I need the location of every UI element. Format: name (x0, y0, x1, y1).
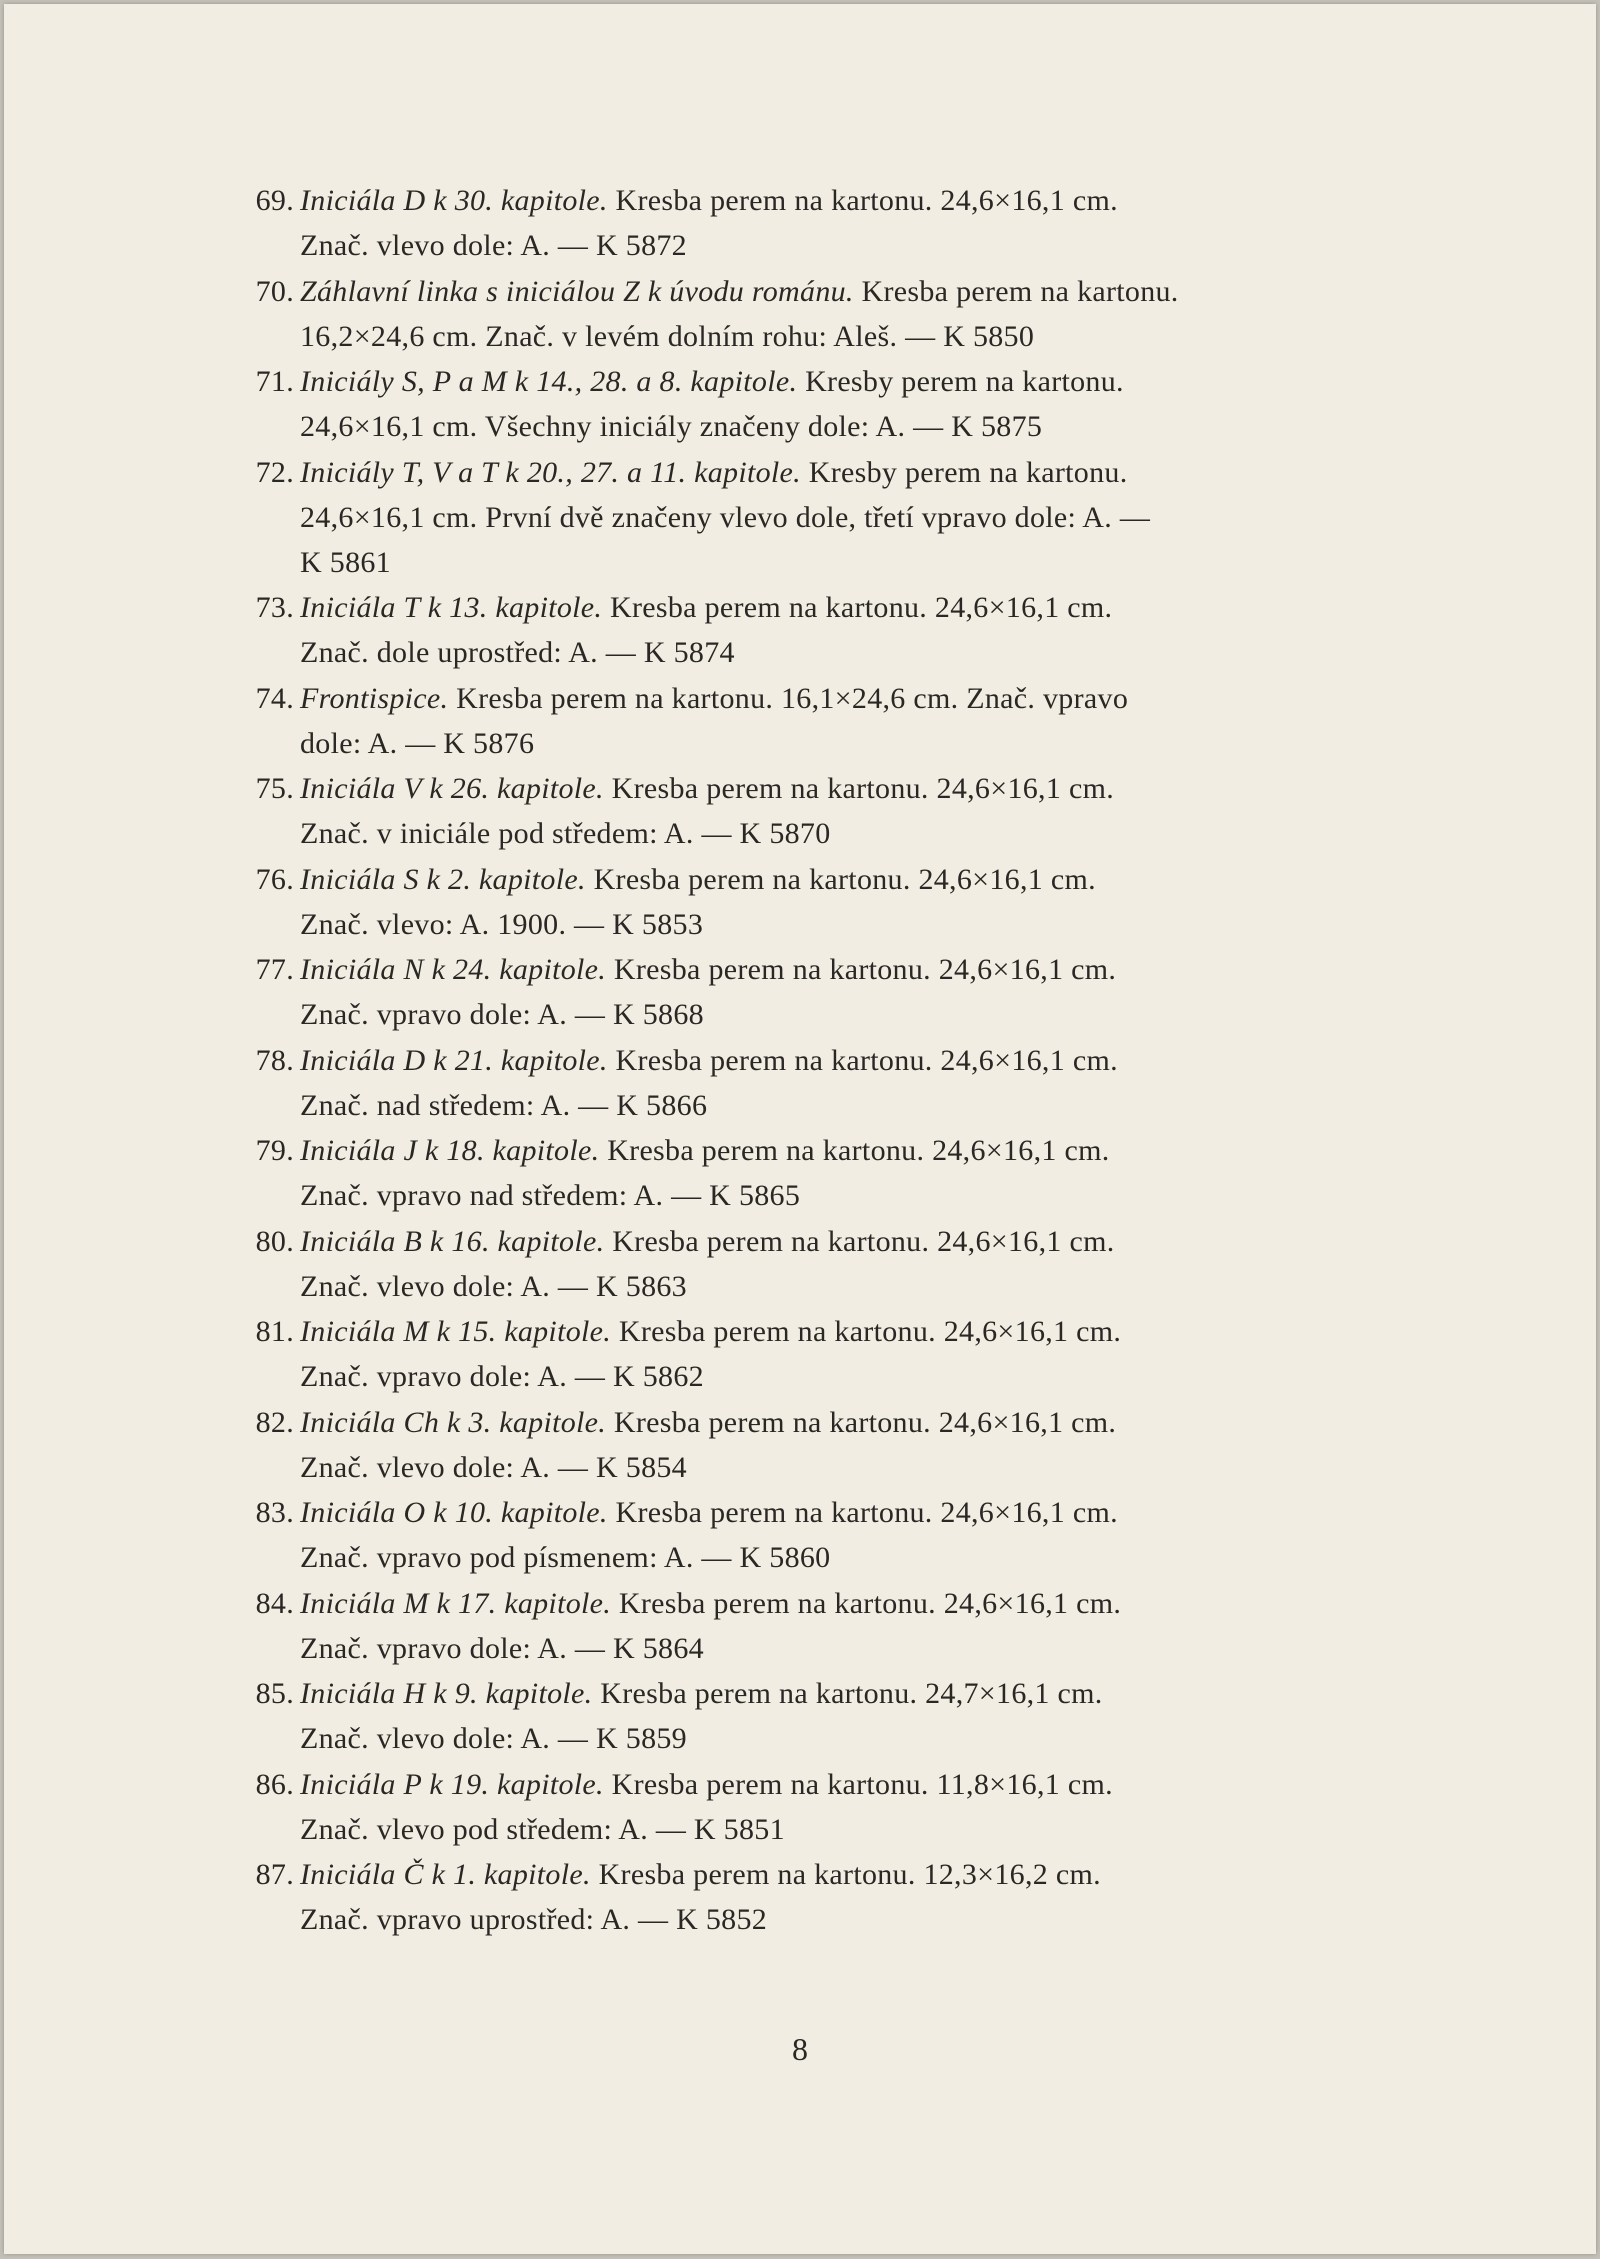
entry-line-1 (300, 1852, 1444, 1897)
catalog-entry (224, 1490, 1444, 1581)
catalog-entry (224, 947, 1444, 1038)
entry-title: Iniciála D k 30. kapitole. (300, 184, 608, 217)
catalog-entry (224, 1671, 1444, 1762)
entry-line-1 (300, 359, 1444, 404)
entry-line-2: Znač. vlevo dole: A. — K 5872 (300, 229, 687, 262)
entry-description: Kresba perem na kartonu. 24,6×16,1 cm. (606, 953, 1117, 986)
entry-title: Iniciály T, V a T k 20., 27. a 11. kapitole. (300, 455, 801, 489)
entry-description: Kresba perem na kartonu. (853, 274, 1179, 308)
entry-description: Kresba perem na kartonu. 24,6×16,1 cm. (604, 1224, 1115, 1258)
entry-description: Kresba perem na kartonu. 24,7×16,1 cm. (592, 1677, 1103, 1710)
entry-number: 73. (255, 591, 294, 624)
entry-title: Iniciála H k 9. kapitole. (300, 1677, 593, 1710)
entry-description: Kresba perem na kartonu. 24,6×16,1 cm. (585, 862, 1096, 896)
entry-number: 80. (255, 1224, 294, 1258)
catalog-entry (224, 1762, 1444, 1853)
entry-number: 79. (255, 1134, 294, 1167)
entry-title: Záhlavní linka s iniciálou Z k úvodu románu. (300, 274, 854, 308)
entry-line-2: Znač. vlevo dole: A. — K 5859 (300, 1722, 687, 1755)
entry-line-2: Znač. nad středem: A. — K 5866 (300, 1088, 708, 1122)
entry-title: Iniciála N k 24. kapitole. (300, 953, 607, 986)
entry-line-2: Znač. vpravo nad středem: A. — K 5865 (300, 1179, 801, 1212)
entry-line-2: 16,2×24,6 cm. Znač. v levém dolním rohu: Aleš. — K 5850 (300, 319, 1035, 353)
catalog-entry (224, 857, 1444, 948)
entry-title: Iniciála V k 26. kapitole. (300, 772, 604, 805)
entry-line-1 (300, 947, 1444, 992)
entry-title: Iniciála P k 19. kapitole. (300, 1767, 604, 1801)
entry-title: Iniciála Ch k 3. kapitole. (300, 1405, 607, 1439)
entry-line-2: 24,6×16,1 cm. Všechny iniciály značeny dole: A. — K 5875 (300, 410, 1043, 443)
catalog-entry (224, 1309, 1444, 1400)
entry-title: Iniciála J k 18. kapitole. (300, 1134, 600, 1167)
entry-number: 76. (255, 862, 294, 896)
entry-number: 78. (255, 1043, 294, 1077)
entry-number: 70. (255, 274, 294, 308)
entry-title: Iniciála M k 15. kapitole. (300, 1315, 612, 1348)
catalog-entry-list (224, 178, 1444, 1943)
catalog-entry (224, 178, 1444, 269)
entry-description: Kresba perem na kartonu. 24,6×16,1 cm. (611, 1586, 1122, 1620)
entry-number: 71. (255, 365, 294, 398)
document-page (4, 4, 1596, 2254)
entry-title: Iniciála B k 16. kapitole. (300, 1224, 605, 1258)
entry-line-2: Znač. vlevo dole: A. — K 5854 (300, 1450, 687, 1484)
entry-number: 81. (255, 1315, 294, 1348)
entry-description: Kresba perem na kartonu. 24,6×16,1 cm. (607, 184, 1118, 217)
entry-line-3: K 5861 (300, 545, 391, 579)
entry-line-2: dole: A. — K 5876 (300, 726, 535, 760)
entry-line-2: Znač. dole uprostřed: A. — K 5874 (300, 636, 735, 669)
entry-number: 85. (255, 1677, 294, 1710)
entry-line-1 (300, 1128, 1444, 1173)
entry-line-1 (300, 857, 1444, 902)
entry-title: Iniciála T k 13. kapitole. (300, 591, 603, 624)
entry-number: 82. (255, 1405, 294, 1439)
entry-title: Iniciála O k 10. kapitole. (300, 1496, 608, 1529)
entry-line-1 (300, 1490, 1444, 1535)
entry-description: Kresby perem na kartonu. (800, 455, 1128, 489)
entry-description: Kresba perem na kartonu. 12,3×16,2 cm. (590, 1858, 1101, 1891)
entry-description: Kresba perem na kartonu. 24,6×16,1 cm. (602, 591, 1113, 624)
entry-line-2: Znač. vlevo: A. 1900. — K 5853 (300, 907, 704, 941)
entry-title: Iniciály S, P a M k 14., 28. a 8. kapitole. (300, 365, 798, 398)
catalog-entry (224, 1581, 1444, 1672)
entry-line-1 (300, 1671, 1444, 1716)
entry-line-2: Znač. v iniciále pod středem: A. — K 5870 (300, 817, 831, 850)
entry-line-2: Znač. vpravo uprostřed: A. — K 5852 (300, 1903, 768, 1936)
entry-number: 75. (255, 772, 294, 805)
entry-line-1 (300, 1762, 1444, 1807)
entry-line-1 (300, 1309, 1444, 1354)
entry-number: 87. (255, 1858, 294, 1891)
entry-title: Iniciála D k 21. kapitole. (300, 1043, 608, 1077)
entry-number: 72. (255, 455, 294, 489)
catalog-entry (224, 1852, 1444, 1943)
catalog-entry (224, 450, 1444, 586)
entry-line-2: Znač. vpravo pod písmenem: A. — K 5860 (300, 1541, 831, 1574)
catalog-entry (224, 269, 1444, 360)
entry-description: Kresba perem na kartonu. 24,6×16,1 cm. (606, 1405, 1117, 1439)
catalog-entry (224, 359, 1444, 450)
entry-line-2: Znač. vpravo dole: A. — K 5868 (300, 998, 704, 1031)
entry-line-1 (300, 1581, 1444, 1626)
entry-description: Kresby perem na kartonu. (797, 365, 1124, 398)
entry-number: 86. (255, 1767, 294, 1801)
entry-line-1 (300, 178, 1444, 223)
entry-line-2: Znač. vlevo dole: A. — K 5863 (300, 1269, 687, 1303)
entry-number: 83. (255, 1496, 294, 1529)
entry-line-1 (300, 269, 1444, 314)
catalog-entry (224, 1219, 1444, 1310)
entry-title: Iniciála M k 17. kapitole. (300, 1586, 612, 1620)
entry-line-1 (300, 1400, 1444, 1445)
entry-title: Iniciála S k 2. kapitole. (300, 862, 586, 896)
entry-line-1 (300, 1038, 1444, 1083)
catalog-entry (224, 1128, 1444, 1219)
entry-line-2: Znač. vpravo dole: A. — K 5864 (300, 1631, 704, 1665)
entry-line-1 (300, 676, 1444, 721)
catalog-entry (224, 585, 1444, 676)
entry-line-2: 24,6×16,1 cm. První dvě značeny vlevo dole, třetí vpravo dole: A. — (300, 500, 1151, 534)
entry-number: 74. (255, 681, 294, 715)
entry-title: Iniciála Č k 1. kapitole. (300, 1858, 591, 1891)
entry-description: Kresba perem na kartonu. 24,6×16,1 cm. (599, 1134, 1110, 1167)
entry-number: 77. (255, 953, 294, 986)
entry-line-1 (300, 1219, 1444, 1264)
entry-description: Kresba perem na kartonu. 24,6×16,1 cm. (607, 1496, 1118, 1529)
entry-description: Kresba perem na kartonu. 16,1×24,6 cm. Znač. vpravo (448, 681, 1129, 715)
entry-title: Frontispice. (300, 681, 449, 715)
catalog-entry (224, 1038, 1444, 1129)
entry-description: Kresba perem na kartonu. 24,6×16,1 cm. (607, 1043, 1118, 1077)
entry-line-2: Znač. vlevo pod středem: A. — K 5851 (300, 1812, 785, 1846)
entry-line-1 (300, 766, 1444, 811)
entry-description: Kresba perem na kartonu. 24,6×16,1 cm. (611, 1315, 1122, 1348)
entry-line-1 (300, 450, 1444, 495)
entry-description: Kresba perem na kartonu. 24,6×16,1 cm. (603, 772, 1115, 805)
entry-line-1 (300, 585, 1444, 630)
catalog-entry (224, 1400, 1444, 1491)
entry-description: Kresba perem na kartonu. 11,8×16,1 cm. (603, 1767, 1113, 1801)
entry-number: 69. (255, 184, 294, 217)
entry-number: 84. (255, 1586, 294, 1620)
catalog-entry (224, 676, 1444, 767)
entry-line-2: Znač. vpravo dole: A. — K 5862 (300, 1360, 704, 1393)
page-number: 8 (792, 2031, 808, 2067)
catalog-entry (224, 766, 1444, 857)
